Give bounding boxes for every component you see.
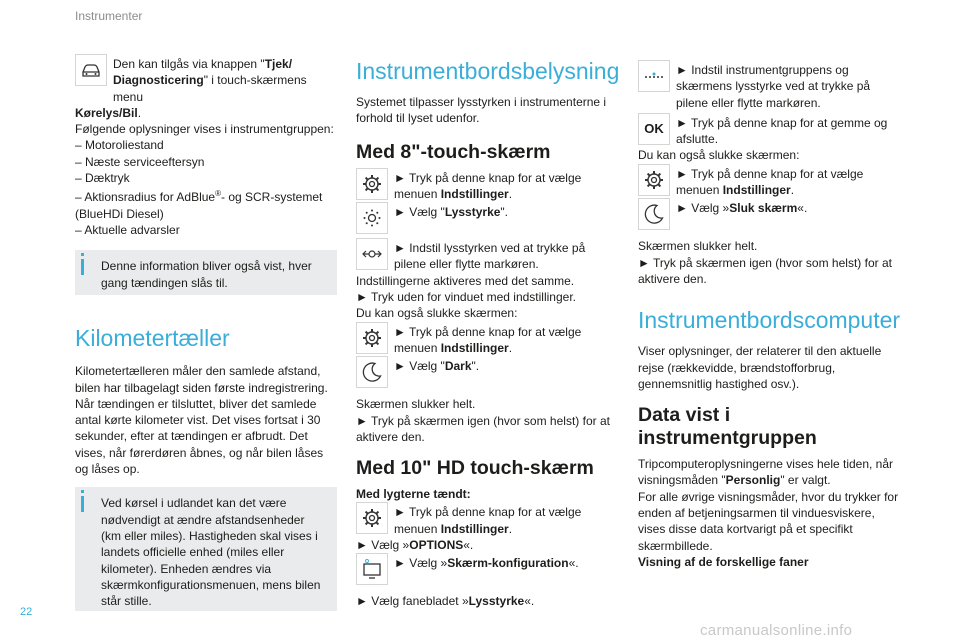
paragraph: Viser oplysninger, der relaterer til den aktuelle rejse (rækkevidde, brændstofforbrug, gennemsnitlig hastighed osv.). [638,344,882,391]
text: ► Tryk på denne knap for at gemme og afslutte. [676,115,888,147]
paragraph: Skærmen slukker helt. [356,397,476,412]
paragraph [356,537,618,553]
instruction-step [356,358,618,390]
text: ► Tryk på denne knap for at vælge menuen [394,324,582,355]
list-item [75,186,337,205]
text: " er valgt. [780,473,831,488]
column-middle [356,58,618,610]
instruction-step [638,166,900,199]
text-bold: Kørelys/Bil [75,105,138,120]
text: . [508,186,513,201]
instruction-step [356,204,618,236]
text-bold: Dark [444,359,472,374]
text: «. [797,201,808,216]
paragraph: Systemet tilpasser lysstyrken i instrumenterne i forhold til lyset udenfor. [356,95,607,126]
subsection-title: Med 8"-touch-skærm [356,140,551,163]
text: . [508,340,513,355]
info-icon [81,496,84,512]
text: . [790,183,795,198]
column-right [638,62,900,570]
instruction-step [638,200,900,232]
paragraph: ► Tryk på skærmen igen (hvor som helst) for at aktivere den. [638,255,892,286]
text-bold: Sluk skærm [729,201,798,216]
ok-label: OK [644,120,664,136]
paragraph: ► Tryk uden for vinduet med indstillinger. [356,290,576,305]
text: ". [471,359,480,374]
text: - og SCR-systemet [221,190,323,205]
text: «. [568,556,579,571]
text: ► Vælg » [356,538,410,553]
text-bold: OPTIONS [409,538,464,553]
subsection-title: Data vist i instrumentgruppen [638,404,817,450]
text-sup: ® [215,189,221,199]
watermark: carmanualsonline.info [700,622,853,639]
list-item: – Motoroliestand [75,138,164,153]
dots-slider-icon [638,60,670,92]
moon-icon [356,356,388,388]
paragraph: Indstillingerne aktiveres med det samme. [356,273,575,288]
brightness-icon [356,202,388,234]
gear-icon [356,502,388,534]
page-number: 22 [20,606,33,618]
text: " i touch-skærmens menu [113,73,307,104]
gear-icon [356,168,388,200]
text: ► Vælg » [394,556,448,571]
list-item: (BlueHDi Diesel) [75,206,164,221]
text: ► Vælg " [394,359,445,374]
text-bold: Lysstyrke [444,205,501,220]
car-diagnostic-icon [75,54,107,86]
text: ► Vælg " [394,205,445,220]
instruction-step [356,170,618,203]
text: «. [463,538,474,553]
instruction-step [356,504,618,537]
paragraph: Skærmen slukker helt. [638,239,758,254]
text-bold: Indstillinger [440,340,509,355]
note-text: Denne information bliver også vist, hver gang tændingen slås til. [101,259,312,290]
paragraph [638,456,900,489]
text: ► Tryk på denne knap for at vælge menuen [394,170,582,201]
paragraph: Du kan også slukke skærmen: [356,306,518,321]
text: ". [500,205,509,220]
instruction-step [356,324,618,357]
info-note [75,250,337,295]
gear-icon [356,322,388,354]
gear-icon [638,164,670,196]
text: . [508,521,513,536]
column-left [75,56,337,611]
paragraph [356,486,618,502]
text-bold: Personlig [725,473,781,488]
instruction-step [356,555,618,587]
text: – Aktionsradius for AdBlue [75,190,216,205]
text: ► Indstil instrumentgruppens og skærmens lysstyrke ved at trykke på pilene eller flytte markøren. [676,63,871,110]
screen-config-icon [356,553,388,585]
text-bold: Indstillinger [722,183,791,198]
text: ► Tryk på denne knap for at vælge menuen [676,166,864,198]
text: ► Indstil lysstyrken ved at trykke på pilene eller flytte markøren. [394,241,586,272]
text-bold: Skærm-konfiguration [447,556,569,571]
text: Tripcomputeroplysningerne vises hele tiden, når visningsmåden " [638,457,894,488]
text: . [137,105,142,120]
text-bold: Indstillinger [440,186,509,201]
arrows-slider-icon [356,238,388,270]
text: ► Vælg » [676,201,730,216]
paragraph: For alle øvrige visningsmåder, hvor du trykker for enden af betjeningsarmen til vinduesviskere, vises disse data kortvarigt på et specifikt skærmbillede. [638,489,899,553]
section-title: Kilometertæller [75,325,230,352]
note-text: Ved kørsel i udlandet kan det være nødvendigt at ændre afstandsenheder (km eller miles). Hastigheden skal vises i landets officielle enhed (miles eller kilometer). Enheden ændres via skærmkonfigurationsmenuen, mens bilen står stille. [101,496,321,609]
paragraph [356,593,618,609]
instruction-step [356,240,618,273]
list-item: – Aktuelle advarsler [75,222,180,237]
paragraph: Følgende oplysninger vises i instrumentgruppen: [75,122,334,137]
section-title: Instrumentbordsbelysning [356,58,620,84]
paragraph: ► Tryk på skærmen igen (hvor som helst) for at aktivere den. [356,413,610,444]
text-bold: Tjek/ Diagnosticering [113,57,293,88]
instruction-step [638,62,900,111]
list-item: – Næste serviceeftersyn [75,154,205,169]
text: ► Tryk på denne knap for at vælge menuen [394,505,582,536]
instruction-step [638,115,900,148]
text: Den kan tilgås via knappen " [113,57,265,71]
diagnostic-block [75,56,337,105]
info-note [75,487,337,611]
text-bold: Indstillinger [440,521,509,536]
text-bold: Med lygterne tændt: [356,487,471,502]
paragraph: Kilometertælleren måler den samlede afstand, bilen har tilbagelagt siden første indregistrering. Når tændingen er tilsluttet, bliver det samlede antal kørte kilometer vist. Det vises fortsat i 30 sekunder, efter at tændingen er afbrudt. Det vises, når førerdøren åbnes, og når bilen låses og låses op. [75,364,328,477]
paragraph [638,554,900,570]
info-icon [81,259,84,275]
subsection-title: Med 10" HD touch-skærm [356,457,594,480]
running-header: Instrumenter [75,9,143,23]
section-title: Instrumentbordscomputer [638,307,901,334]
text-bold: Lysstyrke [468,594,525,609]
text: «. [524,594,535,609]
moon-icon [638,198,670,230]
list-item: – Dæktryk [75,171,130,186]
ok-button-icon [638,113,670,145]
text-bold: Visning af de forskellige faner [638,554,809,569]
text: ► Vælg fanebladet » [356,594,469,609]
paragraph: Du kan også slukke skærmen: [638,148,800,163]
paragraph [75,105,337,121]
